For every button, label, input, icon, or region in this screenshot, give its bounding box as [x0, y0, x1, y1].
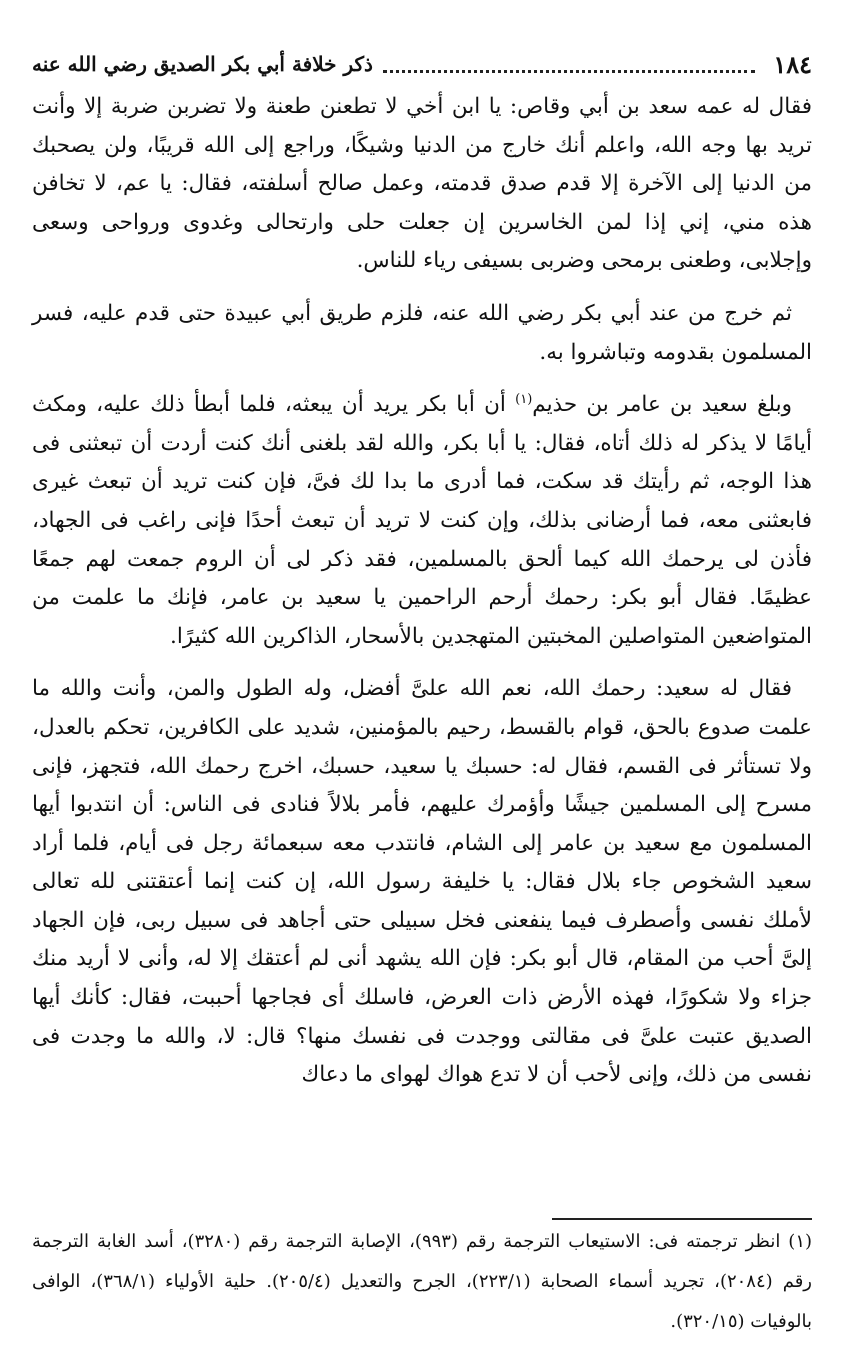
- page-number: ١٨٤: [773, 49, 812, 79]
- footnote: (١) انظر ترجمته فى: الاستيعاب الترجمة رقم (٩٩٣)، الإصابة الترجمة رقم (٣٢٨٠)، أسد الغابة الترجمة رقم (٢٠٨٤)، تجريد أسماء الصحابة (٢٢٣/١)، الجرح والتعديل (٢٠٥/٤). حلية الأولياء (٣٦٨/١)، الوافى بالوفيات (٣٢٠/١٥).: [32, 1231, 813, 1332]
- paragraph: فقال له سعيد: رحمك الله، نعم الله علىَّ أفضل، وله الطول والمن، وأنت والله ما علمت صدوع بالحق، قوام بالقسط، رحيم بالمؤمنين، شديد على الكافرين، تحكم بالعدل، ولا تستأثر فى القسم، فقال له: حسبك يا سعيد، حسبك، اخرج رحمك الله، فتجهز، فإنى مسرح إلى المسلمين جيشًا وأؤمرك عليهم، فأمر بلالاً فنادى فى الناس: أن انتدبوا أيها المسلمون مع سعيد بن عامر إلى الشام، فانتدب معه سبعمائة رجل فى أيام، فلما أراد سعيد الشخوص جاء بلال فقال: يا خليفة رسول الله، إن كنت إنما أعتقتنى لله تعالى لأملك نفسى وأصطرف فيما ينفعنى فخل سبيلى حتى أجاهد فى سبيل ربى، فإن الجهاد إلىَّ أحب من المقام، قال أبو بكر: فإن الله يشهد أنى لم أعتقك إلا له، وأنى لا أريد منك جزاء ولا شكورًا، فهذه الأرض ذات العرض، فاسلك أى فجاجها أحببت، فقال: كأنك أيها الصديق عتبت علىَّ فى مقالتى ووجدت فى نفسك منها؟ قال: لا، والله ما وجدت فى نفسى من ذلك، وإنى لأحب أن لا تدع هواك لهواى ما دعاك: [32, 676, 812, 1088]
- running-title: ذكر خلافة أبي بكر الصديق رضي الله عنه: [32, 52, 373, 76]
- paragraph: [32, 386, 812, 656]
- paragraph: ثم خرج من عند أبي بكر رضي الله عنه، فلزم طريق أبي عبيدة حتى قدم عليه، فسر المسلمون بقدومه وتباشروا به.: [32, 300, 812, 365]
- paragraph-text: أن أبا بكر يريد أن يبعثه، فلما أبطأ ذلك عليه، ومكث أيامًا لا يذكر له ذلك أتاه، فقال: يا أبا بكر، والله لقد بلغنى أنك كنت أردت أن تبعثنى فى هذا الوجه، ثم رأيتك قد سكت، فما أدرى ما بدا لك فىَّ، فإن كنت تريد أن تبعث غيرى فابعثنى معه، فما أرضانى بذلك، وإن كنت لا تريد أن تبعث أحدًا فإنى راغب فى الجهاد، فأذن لى يرحمك الله كيما ألحق بالمسلمين، فقد ذكر لى أن الروم جمعت لهم جمعًا عظيمًا. فقال أبو بكر: رحمك أرحم الراحمين يا سعيد بن عامر، فإنك ما علمت من المتواضعين المتواصلين المخبتين المتهجدين بالأسحار، الذاكرين الله كثيرًا.: [32, 392, 812, 649]
- page-header: [32, 44, 812, 84]
- paragraph-text: وبلغ سعيد بن عامر بن حذيم: [532, 392, 792, 418]
- header-dot-leader: [383, 56, 755, 73]
- footnote-separator: [552, 1218, 812, 1220]
- main-text: [32, 88, 812, 1109]
- footnote-marker: (١): [515, 392, 533, 407]
- paragraph: فقال له عمه سعد بن أبي وقاص: يا ابن أخي لا تطعنن طعنة ولا تضربن ضربة إلا وأنت تريد بها وجه الله، واعلم أنك خارج من الدنيا وشيكًا، وراجع إلى الله قريبًا، ولن يصحبك من الدنيا إلى الآخرة إلا قدم صدق قدمته، وعمل صالح أسلفته، فقال: يا عم، لا تخافن هذه مني، إني إذا لمن الخاسرين إن جعلت حلى وارتحالى وغدوى ورواحى وسعى وإجلابى، وطعنى برمحى وضربى بسيفى رياء للناس.: [32, 94, 812, 274]
